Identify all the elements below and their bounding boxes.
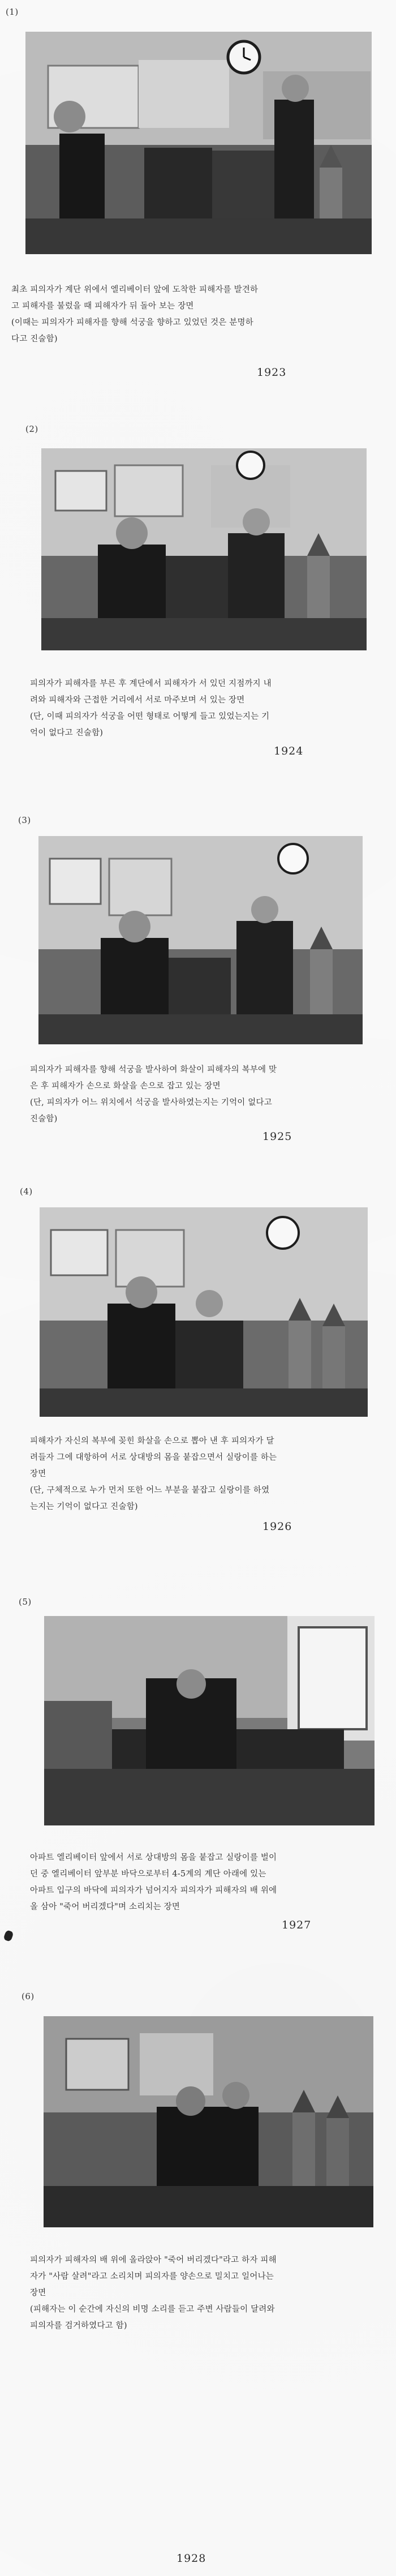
caption-line: 는지는 기억이 없다고 진술함) [30,1502,138,1511]
caption-line: 다고 진술함) [11,335,58,344]
caption-line: 장면 [30,1469,46,1478]
page-stamp: 1926 [262,1520,292,1533]
caption-line: (단, 이때 피의자가 석궁을 어떤 형태로 어떻게 들고 있었는지는 기 [30,712,270,721]
scene-photo-5 [44,1616,375,1825]
caption-line: 려와 피해자와 근접한 거리에서 서로 마주보며 서 있는 장면 [30,696,245,705]
caption-line: (단, 피의자가 어느 위치에서 석궁을 발사하였는지는 기억이 없다고 [30,1098,272,1107]
caption-4 [30,1433,277,1515]
caption-2 [30,676,272,741]
section-number: (1) [6,7,19,17]
scene-photo-2 [41,448,367,650]
section-number: (5) [19,1597,32,1607]
page-stamp: 1927 [282,1919,312,1931]
section-number: (6) [21,1991,35,2001]
caption-5 [30,1850,277,1915]
caption-line: 피해자가 자신의 복부에 꽂힌 화살을 손으로 뽑아 낸 후 피의자가 달 [30,1437,274,1446]
page-stamp: 1928 [177,2552,206,2565]
page-stamp: 1924 [274,745,304,757]
caption-line: 아파트 입구의 바닥에 피의자가 넘어지자 피의자가 피해자의 배 위에 [30,1886,277,1895]
scene-photo-4 [40,1207,368,1417]
caption-line: (이때는 피의자가 피해자를 향해 석궁을 향하고 있었던 것은 분명하 [11,318,253,327]
page-stamp: 1923 [257,366,287,379]
caption-1 [11,282,258,348]
caption-line: (단, 구체적으로 누가 먼저 또한 어느 부분을 붙잡고 실랑이를 하였 [30,1486,270,1495]
caption-line: 피의자가 피해자의 배 위에 올라앉아 "죽어 버리겠다"라고 하자 피해 [30,2256,277,2265]
caption-line: 피의자가 피해자를 향해 석궁을 발사하여 화살이 피해자의 복부에 맞 [30,1065,277,1074]
caption-line: 은 후 피해자가 손으로 화살을 손으로 잡고 있는 장면 [30,1082,221,1091]
caption-line: 최초 피의자가 계단 위에서 엘리베이터 앞에 도착한 피해자를 발견하 [11,285,259,294]
caption-line: 진술함) [30,1115,58,1124]
section-number: (4) [20,1186,33,1197]
caption-3 [30,1062,277,1128]
caption-line: 아파트 엘리베이터 앞에서 서로 상대방의 몸을 붙잡고 실랑이를 벌이 [30,1853,277,1862]
page-stamp: 1925 [262,1130,292,1143]
scene-photo-1 [25,32,372,254]
caption-line: 자가 "사람 살려"라고 소리치며 피의자를 양손으로 밀치고 일어나는 [30,2272,274,2281]
caption-line: 피의자를 검거하였다고 함) [30,2321,127,2330]
caption-line: 장면 [30,2288,46,2298]
caption-line: (피해자는 이 순간에 자신의 비명 소리를 듣고 주변 사람들이 달려와 [30,2305,275,2314]
scene-photo-3 [38,836,363,1044]
caption-line: 고 피해자를 불렀을 때 피해자가 뒤 돌아 보는 장면 [11,302,194,311]
section-number: (3) [18,815,31,825]
scene-photo-6 [44,2016,373,2227]
caption-line: 던 중 엘리베이터 앞부분 바닥으로부터 4-5계의 계단 아래에 있는 [30,1870,266,1879]
section-number: (2) [25,424,38,434]
caption-line: 억이 없다고 진술함) [30,728,104,738]
caption-line: 려들자 그에 대항하여 서로 상대방의 몸을 붙잡으면서 실랑이를 하는 [30,1453,277,1462]
caption-line: 피의자가 피해자를 부른 후 계단에서 피해자가 서 있던 지점까지 내 [30,679,272,688]
caption-6 [30,2252,277,2334]
caption-line: 올 삼아 "죽어 버리겠다"며 소리치는 장면 [30,1902,180,1911]
